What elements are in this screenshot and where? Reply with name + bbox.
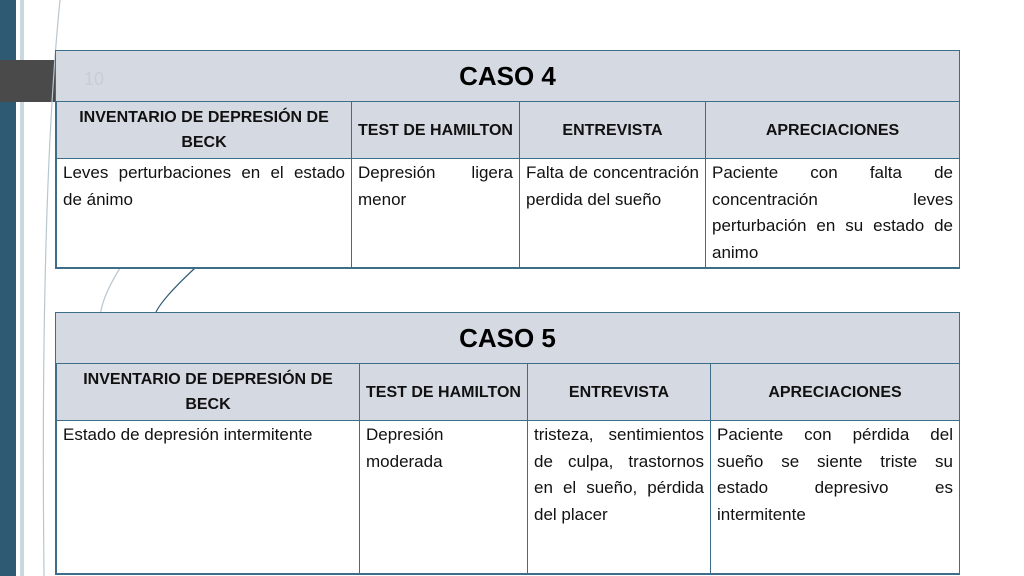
case-4-table (56, 101, 960, 268)
cell-entrevista: Falta de concentración perdida del sueño (520, 159, 706, 268)
cell-beck: Leves perturbaciones en el estado de ánimo (57, 159, 352, 268)
column-header-hamilton: TEST DE HAMILTON (360, 364, 528, 421)
column-header-apreciaciones: APRECIACIONES (706, 102, 960, 159)
case-5-table (56, 363, 960, 574)
column-header-beck: INVENTARIO DE DEPRESIÓN DE BECK (57, 102, 352, 159)
cell-hamilton: Depresión moderada (360, 421, 528, 574)
case-4-card (55, 50, 960, 269)
case-5-card (55, 312, 960, 575)
case-5-title: CASO 5 (459, 322, 556, 353)
column-header-entrevista: ENTREVISTA (520, 102, 706, 159)
column-header-entrevista: ENTREVISTA (528, 364, 711, 421)
cell-hamilton: Depresión ligera menor (352, 159, 520, 268)
table-header-row (57, 364, 960, 421)
slide-number: 10 (84, 69, 105, 89)
table-row (57, 421, 960, 574)
column-header-beck: INVENTARIO DE DEPRESIÓN DE BECK (57, 364, 360, 421)
cell-apreciaciones: Paciente con falta de concentración leves perturbación en su estado de animo (706, 159, 960, 268)
case-4-header (56, 51, 959, 101)
column-header-hamilton: TEST DE HAMILTON (352, 102, 520, 159)
cell-entrevista: tristeza, sentimientos de culpa, trastornos en el sueño, pérdida del placer (528, 421, 711, 574)
decorative-slide-tab (0, 60, 58, 102)
table-row (57, 159, 960, 268)
case-5-header (56, 313, 959, 363)
cell-apreciaciones: Paciente con pérdida del sueño se siente triste su estado depresivo es intermitente (711, 421, 960, 574)
table-header-row (57, 102, 960, 159)
column-header-apreciaciones: APRECIACIONES (711, 364, 960, 421)
cell-beck: Estado de depresión intermitente (57, 421, 360, 574)
case-4-title: CASO 4 (459, 60, 556, 91)
